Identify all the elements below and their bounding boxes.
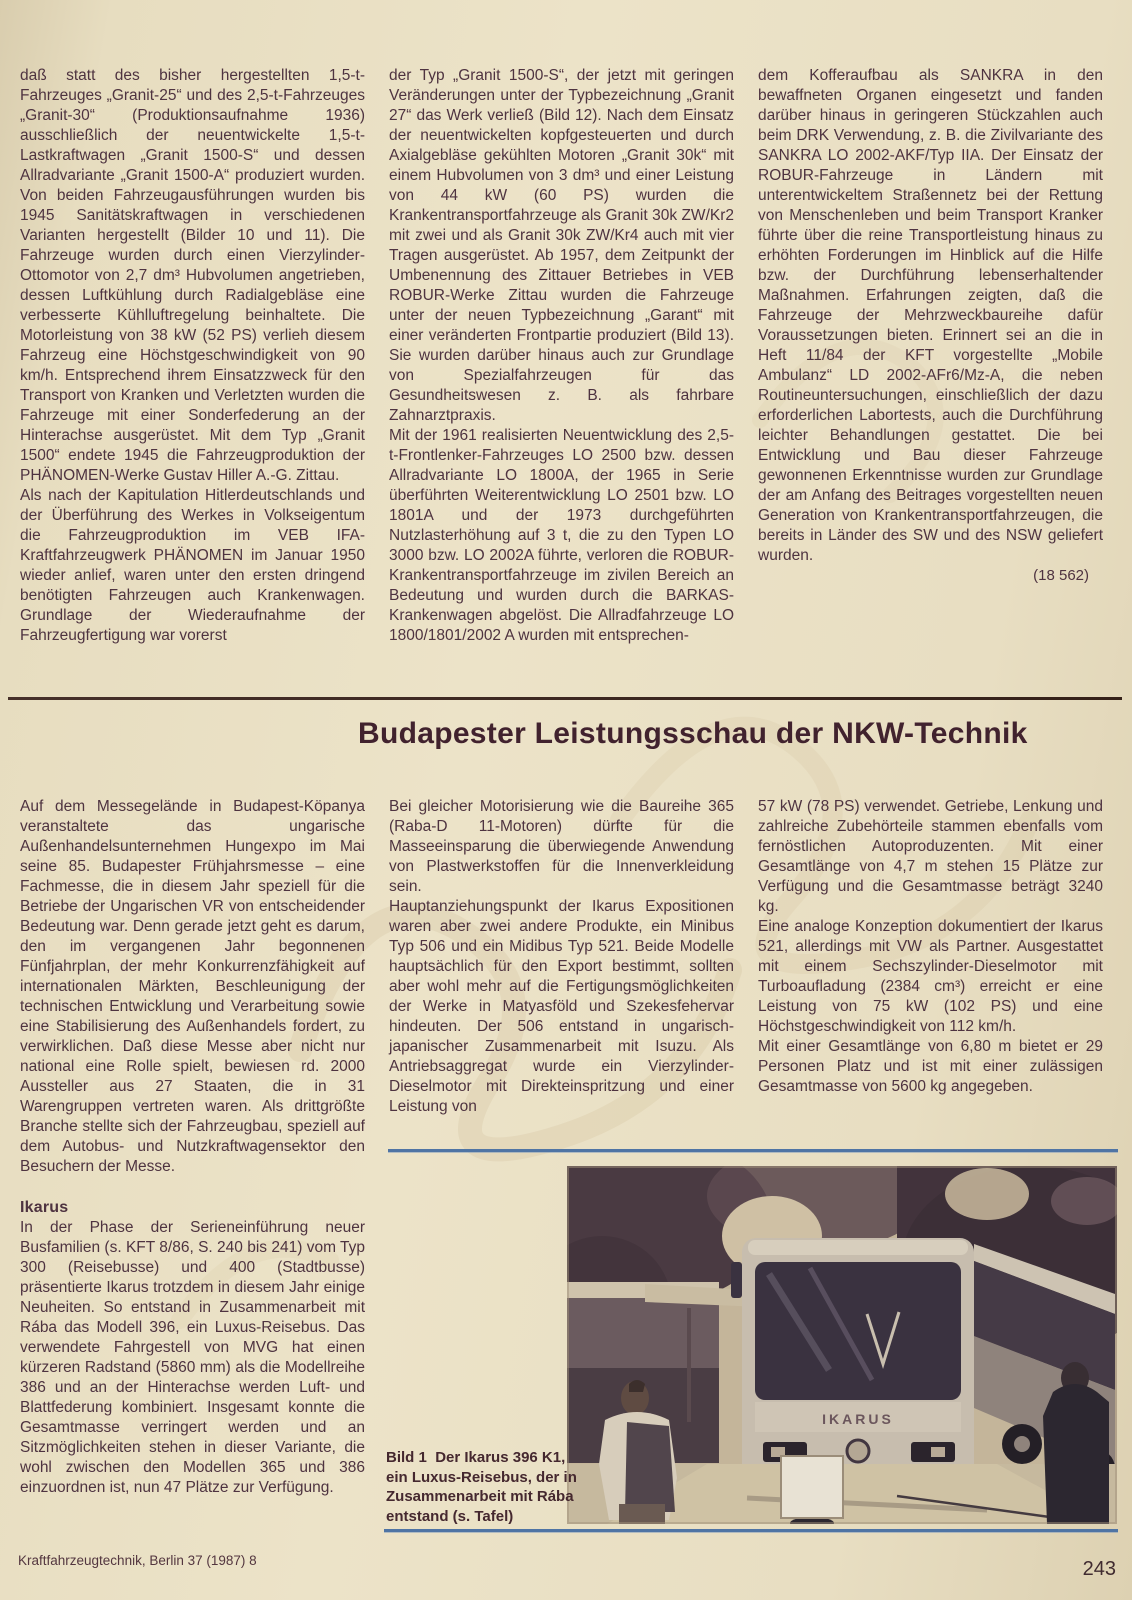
- subheading-ikarus: Ikarus: [20, 1199, 69, 1216]
- figure-caption-label: Bild 1: [386, 1449, 427, 1466]
- figure-caption-text: Der Ikarus 396 K1, ein Luxus-Reisebus, der in Zusammenarbeit mit Rába entstand (s. Tafel): [386, 1449, 577, 1525]
- article-headline: Budapester Leistungsschau der NKW-Technik: [358, 717, 1028, 750]
- top-article-columns: [20, 66, 1104, 646]
- bus-photo-illustration: [567, 1166, 1117, 1524]
- paragraph: Hauptanziehungspunkt der Ikarus Expositionen waren aber zwei andere Produkte, ein Minibus Typ 506 und ein Midibus Typ 521. Beide Modelle hauptsächlich für den Export bestimmt, sollten aber wohl mehr auf die Fertigungsmöglichkeiten der Werke in Matyasföld und Szekesfehervar hindeuten. Der 506 entstand in ungarisch-japanischer Zusammenarbeit mit Isuzu. Als Antriebsaggregat wurde ein Vierzylinder-Dieselmotor mit Direkteinspritzung und einer Leistung von: [389, 898, 734, 1115]
- paragraph: Auf dem Messegelände in Budapest-Köpanya veranstaltete das ungarische Außenhandelsunternehmen Hungexpo im Mai seine 85. Budapester Frühjahrsmesse – eine Fachmesse, die in diesem Jahr speziell für die Betriebe der Ungarischen VR von entscheidender Bedeutung war. Denn gerade jetzt geht es darum, den im vergangenen Jahr begonnenen Fünfjahrplan, der mehr Konkurrenzfähigkeit auf internationalen Märkten, Beschleunigung der technischen Entwicklung und Verarbeitung sowie eine Stabilisierung des Außenhandels fordert, zu verwirklichen. Daß diese Messe aber nicht nur national eine Rolle spielt, bewiesen rd. 2000 Aussteller aus 27 Staaten, die in 31 Warengruppen vertreten waren. Als drittgrößte Branche stellte sich der Fahrzeugbau, speziell auf dem Autobus- und Nutzkraftwagensektor den Besuchern der Messe.: [20, 798, 365, 1175]
- paragraph: Bei gleicher Motorisierung wie die Baureihe 365 (Raba-D 11-Motoren) dürfte für die Masseeinsparung die überwiegende Anwendung von Plastwerkstoffen für die Innenverkleidung sein.: [389, 798, 734, 895]
- figure-caption: [386, 1448, 582, 1526]
- section-divider-rule: [8, 697, 1122, 700]
- paragraph: Mit einer Gesamtlänge von 6,80 m bietet er 29 Personen Platz und ist mit einer zulässigen Gesamtmasse von 5600 kg angegeben.: [758, 1038, 1103, 1095]
- paragraph: dem Kofferaufbau als SANKRA in den bewaffneten Organen eingesetzt und fanden darüber hinaus in geringeren Stückzahlen auch beim DRK Verwendung, z. B. die Zivilvariante des SANKRA LO 2002-AKF/Typ IIA. Der Einsatz der ROBUR-Fahrzeuge in Ländern mit unterentwickeltem Straßennetz bei der Rettung von Menschenleben und beim Transport Kranker führte über die reine Transportleistung hinaus zu erhöhten Forderungen im Hinblick auf die Hilfe bzw. der Durchführung lebenserhaltender Maßnahmen. Erfahrungen zeigten, daß die Fahrzeuge der Mehrzweckbaureihe dafür Voraussetzungen bieten. Erinnert sei an die in Heft 11/84 der KFT vorgestellte „Mobile Ambulanz“ LD 2002-AFr6/Mz-A, die neben Routineuntersuchungen, einschließlich der dazu erforderlichen Labortests, auch die Durchführung leichter Behandlungen gestattet. Die bei Entwicklung und Bau dieser Fahrzeuge gewonnenen Erkenntnisse wurden zur Grundlage der am Anfang des Beitrages vorgestellten neuen Generation von Krankentransportfahrzeugen, die bereits in Länder des SW und des NSW geliefert wurden.: [758, 67, 1103, 564]
- page-number: 243: [1082, 1558, 1116, 1580]
- bus-front-label: IKARUS: [822, 1411, 894, 1427]
- figure-rule-bottom: [384, 1529, 1118, 1532]
- paragraph: Eine analoge Konzeption dokumentiert der Ikarus 521, allerdings mit VW als Partner. Ausgestattet mit einem Sechszylinder-Dieselmotor mit Turboaufladung (2384 cm³) erreicht er eine Leistung von 75 kW (102 PS) und eine Höchstgeschwindigkeit von 112 km/h.: [758, 918, 1103, 1035]
- journal-footer: Kraftfahrzeugtechnik, Berlin 37 (1987) 8: [18, 1553, 257, 1568]
- top-column-3: [758, 66, 1103, 646]
- figure-photo: [567, 1166, 1117, 1524]
- info-placard: [781, 1456, 843, 1524]
- bottom-column-1: [20, 797, 365, 1498]
- paragraph: Als nach der Kapitulation Hitlerdeutschlands und der Überführung des Werkes in Volkseigentum die Fahrzeugproduktion im VEB IFA-Kraftfahrzeugwerk PHÄNOMEN im Januar 1950 wieder anlief, waren unter den ersten dringend benötigten Fahrzeugen auch Krankenwagen. Grundlage der Wiederaufnahme der Fahrzeugfertigung war vorerst: [20, 487, 365, 644]
- paragraph: der Typ „Granit 1500-S“, der jetzt mit geringen Veränderungen unter der Typbezeichnung „Granit 27“ das Werk verließ (Bild 12). Nach dem Einsatz der neuentwickelten kopfgesteuerten und durch Axialgebläse gekühlten Motoren „Granit 30k“ mit einem Hubvolumen von 3 dm³ und einer Leistung von 44 kW (60 PS) wurden die Krankentransportfahrzeuge als Granit 30k ZW/Kr2 mit zwei und als Granit 30k ZW/Kr4 auch mit vier Tragen ausgerüstet. Ab 1957, dem Zeitpunkt der Umbenennung des Zittauer Betriebes in VEB ROBUR-Werke Zittau wurden die Fahrzeuge unter der neuen Typbezeichnung „Garant“ mit einer veränderten Frontpartie produziert (Bild 13). Sie wurden darüber hinaus auch zur Grundlage von Spezialfahrzeugen für das Gesundheitswesen z. B. als fahrbare Zahnarztpraxis.: [389, 67, 734, 424]
- paragraph: daß statt des bisher hergestellten 1,5-t-Fahrzeuges „Granit-25“ und des 2,5-t-Fahrzeuges „Granit-30“ (Produktionsaufnahme 1936) ausschließlich der neuentwickelte 1,5-t-Lastkraftwagen „Granit 1500-S“ und dessen Allradvariante „Granit 1500-A“ produziert wurden. Von beiden Fahrzeugausführungen wurden bis 1945 Sanitätskraftwagen in verschiedenen Varianten hergestellt (Bilder 10 und 11). Die Fahrzeuge wurden durch einen Vierzylinder-Ottomotor von 2,7 dm³ Hubvolumen angetrieben, dessen Luftkühlung durch Radialgebläse eine verbesserte Kühlluftregelung beinhaltete. Die Motorleistung von 38 kW (52 PS) verlieh diesem Fahrzeug eine Höchstgeschwindigkeit von 90 km/h. Entsprechend ihrem Einsatzzweck für den Transport von Kranken und Verletzten wurden die Fahrzeuge mit einer Sonderfederung an der Hinterachse ausgerüstet. Mit dem Typ „Granit 1500“ endete 1945 die Fahrzeugproduktion der PHÄNOMEN-Werke Gustav Hiller A.-G. Zittau.: [20, 67, 365, 484]
- paragraph: In der Phase der Serieneinführung neuer Busfamilien (s. KFT 8/86, S. 240 bis 241) vom Typ 300 (Reisebusse) und 400 (Stadtbusse) präsentierte Ikarus trotzdem in diesem Jahr einige Neuheiten. So entstand in Zusammenarbeit mit Rába das Modell 396, ein Luxus-Reisebus. Das verwendete Fahrgestell von MVG hat einen kürzeren Radstand (5860 mm) als die Modellreihe 386 und an der Hinterachse werden Luft- und Blattfederung kombiniert. Insgesamt konnte die Gesamtmasse verringert werden und an Sitzmöglichkeiten stehen in dieser Variante, die wohl zwischen den Modellen 365 und 386 einzuordnen ist, nun 47 Plätze zur Verfügung.: [20, 1219, 365, 1496]
- figure-rule-top: [388, 1149, 1118, 1152]
- paragraph: Mit der 1961 realisierten Neuentwicklung des 2,5-t-Frontlenker-Fahrzeuges LO 2500 bzw. dessen Allradvariante LO 1800A, der 1965 in Serie überführten Weiterentwicklung LO 2501 bzw. LO 1801A und der 1973 durchgeführten Nutzlasterhöhung auf 3 t, die zu den Typen LO 3000 bzw. LO 2002A führte, verloren die ROBUR-Krankentransportfahrzeuge im zivilen Bereich an Bedeutung und wurden durch die BARKAS-Krankenwagen abgelöst. Die Allradfahrzeuge LO 1800/1801/2002 A wurden mit entsprechen-: [389, 427, 734, 644]
- article-code-number: (18 562): [1033, 567, 1089, 584]
- top-column-2: [389, 66, 734, 646]
- paragraph: 57 kW (78 PS) verwendet. Getriebe, Lenkung und zahlreiche Zubehörteile stammen ebenfalls vom fernöstlichen Autoproduzenten. Mit einer Gesamtlänge von 4,7 m stehen 15 Plätze zur Verfügung und die Gesamtmasse beträgt 3240 kg.: [758, 798, 1103, 915]
- top-column-1: [20, 66, 365, 646]
